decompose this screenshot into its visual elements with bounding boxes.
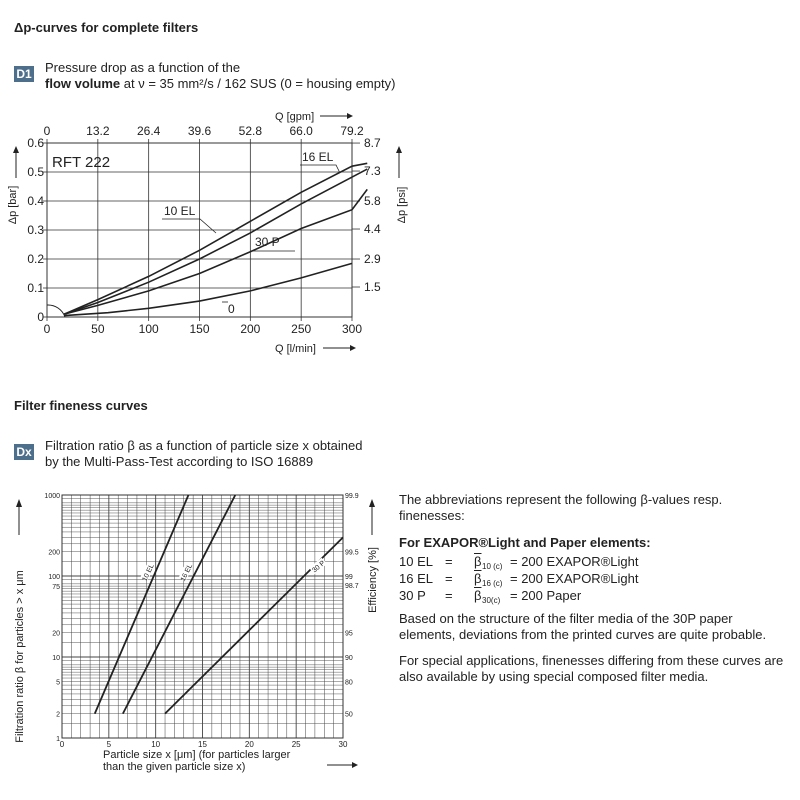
curve-0 bbox=[64, 263, 352, 315]
beta-row bbox=[399, 571, 794, 588]
y-tick-label: 1 bbox=[56, 736, 60, 743]
y-tick-label: 0.2 bbox=[27, 252, 44, 266]
beta-row-value: = 200 Paper bbox=[510, 588, 582, 603]
beta-row-eq: = bbox=[445, 588, 453, 603]
x2-tick-label: 79.2 bbox=[340, 124, 364, 138]
y-axis-label: Δp [bar] bbox=[7, 185, 19, 225]
y2-tick-label: 50 bbox=[345, 711, 353, 719]
curve-label: 30 P bbox=[255, 235, 280, 249]
y-tick-label: 20 bbox=[52, 630, 60, 638]
beta-symbol: $\overline{\beta}$ bbox=[474, 588, 482, 603]
x-axis-label: Q [l/min] bbox=[275, 343, 316, 355]
y2-arrow-head bbox=[396, 146, 402, 153]
beta-row bbox=[399, 588, 794, 605]
curve-label: 10 EL bbox=[164, 204, 196, 218]
y2-axis-label: Efficiency [%] bbox=[367, 547, 379, 613]
beta-subscript: 30(c) bbox=[482, 596, 501, 605]
y-tick-label: 0.4 bbox=[27, 194, 44, 208]
x-tick-label: 50 bbox=[91, 322, 105, 336]
x-tick-label: 15 bbox=[198, 740, 207, 749]
label-leader bbox=[162, 219, 216, 233]
y2-tick-label: 95 bbox=[345, 630, 353, 638]
note1-line1: Based on the structure of the filter media of the 30P paper bbox=[399, 611, 733, 626]
y2-arrow-head bbox=[369, 499, 375, 507]
y-tick-label: 100 bbox=[48, 574, 60, 581]
fineness-chart bbox=[0, 480, 395, 780]
beta-row-name: 10 EL bbox=[399, 554, 433, 569]
y2-tick-label: 7.3 bbox=[364, 164, 381, 179]
x-tick-label: 200 bbox=[240, 322, 261, 336]
y2-tick-label: 99.5 bbox=[345, 549, 359, 557]
y2-tick-label: 2.9 bbox=[364, 252, 381, 267]
note2-line1: For special applications, finenesses differing from these curves are bbox=[399, 653, 784, 668]
section1-caption-line2 bbox=[45, 76, 395, 92]
y2-tick-label: 8.7 bbox=[364, 136, 381, 151]
y-tick-label: 0.3 bbox=[27, 223, 44, 237]
section2-badge: Dx bbox=[14, 444, 34, 460]
x-tick-label: 0 bbox=[59, 740, 65, 749]
x-tick-label: 250 bbox=[291, 322, 312, 336]
caption-rest: at ν = 35 mm²/s / 162 SUS (0 = housing empty) bbox=[123, 76, 396, 91]
note1-line2: elements, deviations from the printed curves are quite probable. bbox=[399, 627, 767, 642]
curve-30-p bbox=[64, 189, 367, 314]
x2-tick-label: 39.6 bbox=[187, 124, 212, 138]
y-tick-label: 0.5 bbox=[27, 165, 44, 179]
section2-caption bbox=[45, 438, 362, 470]
x2-axis-label: Q [gpm] bbox=[275, 111, 315, 123]
beta-subscript: 10 (c) bbox=[482, 562, 503, 571]
y2-tick-label: 4.4 bbox=[364, 222, 381, 237]
x2-tick-label: 13.2 bbox=[86, 124, 110, 138]
y-tick-label: 0 bbox=[37, 310, 44, 324]
x2-arrow-head bbox=[347, 113, 353, 119]
legend-text bbox=[399, 492, 794, 685]
intro-line2: finenesses: bbox=[399, 508, 465, 523]
beta-symbol: $\overline{\beta}$ bbox=[474, 554, 482, 569]
section2-caption-line2: by the Multi-Pass-Test according to ISO 16889 bbox=[45, 454, 314, 469]
curve-label: 0 bbox=[228, 302, 235, 316]
origin-arc bbox=[47, 305, 65, 317]
y-arrow-head bbox=[16, 499, 22, 507]
y-tick-label: 5 bbox=[56, 679, 60, 687]
beta-row-name: 16 EL bbox=[399, 571, 433, 586]
beta-row-eq: = bbox=[445, 554, 453, 569]
y2-tick-label: 99 bbox=[345, 574, 353, 581]
section1-caption bbox=[45, 60, 395, 92]
beta-row-eq: = bbox=[445, 571, 453, 586]
y-tick-label: 200 bbox=[48, 549, 60, 557]
curve-label: 16 EL bbox=[179, 563, 195, 583]
x-axis-label-line2: than the given particle size x) bbox=[103, 761, 246, 773]
y2-tick-label: 90 bbox=[345, 655, 353, 662]
y-tick-label: 1000 bbox=[44, 493, 60, 500]
y-axis-label: Filtration ratio β for particles > x μm bbox=[14, 570, 26, 743]
y-tick-label: 2 bbox=[56, 711, 60, 719]
curve-label: 16 EL bbox=[302, 150, 334, 164]
section2-title: Filter fineness curves bbox=[14, 398, 148, 413]
beta-row bbox=[399, 554, 794, 571]
y-tick-label: 0.6 bbox=[27, 136, 44, 150]
y2-axis-label: Δp [psi] bbox=[396, 186, 408, 224]
x-tick-label: 10 bbox=[151, 740, 161, 749]
y2-tick-label: 5.8 bbox=[364, 194, 381, 209]
y2-tick-label: 80 bbox=[345, 679, 353, 687]
beta-row-name: 30 P bbox=[399, 588, 426, 603]
y-arrow-head bbox=[13, 146, 19, 153]
beta-subscript: 16 (c) bbox=[482, 579, 503, 588]
x-tick-label: 20 bbox=[244, 740, 254, 749]
x-tick-label: 5 bbox=[106, 740, 112, 749]
x-tick-label: 25 bbox=[291, 740, 301, 749]
section1-caption-line1: Pressure drop as a function of the bbox=[45, 60, 241, 75]
y-tick-label: 10 bbox=[52, 655, 60, 662]
x-arrow-head bbox=[352, 762, 358, 768]
dp-chart bbox=[0, 95, 420, 360]
beta-row-value: = 200 EXAPOR®Light bbox=[510, 571, 639, 586]
note2-line2: also available by using special composed filter media. bbox=[399, 669, 709, 684]
x2-tick-label: 66.0 bbox=[289, 124, 313, 138]
y2-tick-label: 99.9 bbox=[345, 493, 359, 500]
beta-row-value: = 200 EXAPOR®Light bbox=[510, 554, 639, 569]
x-tick-label: 150 bbox=[189, 322, 210, 336]
y2-tick-label: 1.5 bbox=[364, 280, 381, 295]
x-tick-label: 30 bbox=[338, 740, 348, 749]
chart-title: RFT 222 bbox=[52, 154, 111, 171]
x2-tick-label: 0 bbox=[43, 124, 51, 138]
x2-tick-label: 26.4 bbox=[136, 124, 161, 138]
y-tick-label: 75 bbox=[52, 584, 60, 592]
curve-label: 30 P bbox=[311, 559, 327, 575]
x-axis-label-line1: Particle size x [μm] (for particles larger bbox=[103, 749, 291, 761]
y2-tick-label: 98.7 bbox=[345, 583, 359, 591]
x2-tick-label: 52.8 bbox=[238, 124, 263, 138]
x-tick-label: 100 bbox=[138, 322, 159, 336]
curve-16-el bbox=[64, 163, 367, 314]
curve-label: 10 EL bbox=[141, 563, 156, 583]
x-tick-label: 0 bbox=[43, 322, 51, 336]
beta-rows bbox=[399, 554, 794, 606]
beta-symbol: $\overline{\beta}$ bbox=[474, 571, 482, 586]
intro-line1: The abbreviations represent the following β-values resp. bbox=[399, 492, 723, 507]
x-arrow-head bbox=[350, 345, 356, 351]
section1-title: Δp-curves for complete filters bbox=[14, 20, 199, 35]
y-tick-label: 0.1 bbox=[27, 281, 44, 295]
x-tick-label: 300 bbox=[341, 322, 363, 336]
section1-badge: D1 bbox=[14, 66, 34, 82]
legend-heading: For EXAPOR®Light and Paper elements: bbox=[399, 535, 651, 550]
caption-bold: flow volume bbox=[45, 76, 121, 91]
section2-caption-line1: Filtration ratio β as a function of particle size x obtained bbox=[45, 438, 363, 453]
